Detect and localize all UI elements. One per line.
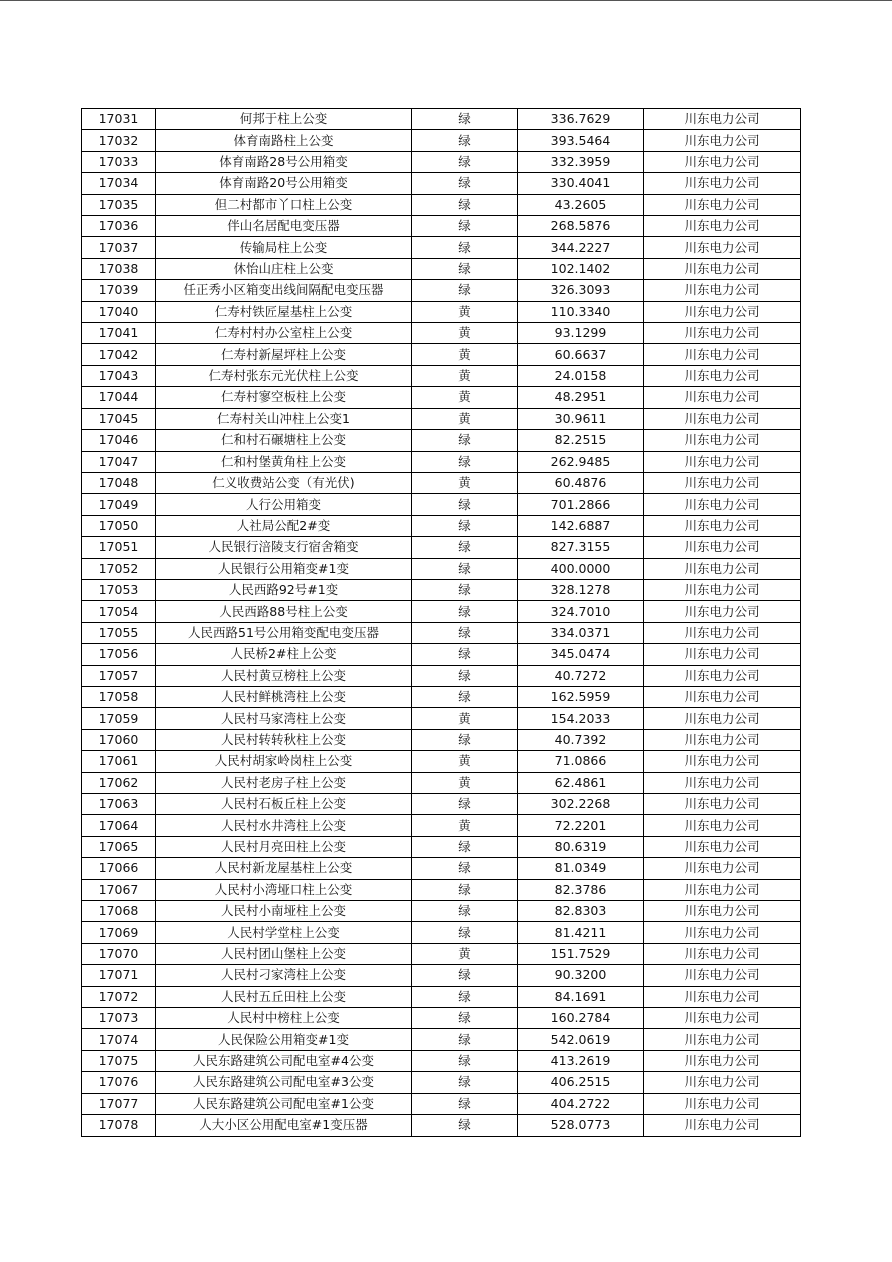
cell-status: 绿 xyxy=(412,151,518,172)
cell-value: 142.6887 xyxy=(518,515,644,536)
cell-value: 345.0474 xyxy=(518,644,644,665)
cell-status: 绿 xyxy=(412,430,518,451)
cell-value: 400.0000 xyxy=(518,558,644,579)
cell-value: 268.5876 xyxy=(518,216,644,237)
cell-status: 绿 xyxy=(412,1115,518,1136)
cell-name: 人民西路92号#1变 xyxy=(156,579,412,600)
table-row xyxy=(82,515,801,536)
cell-company: 川东电力公司 xyxy=(644,109,801,130)
cell-name: 人民村鲜桃湾柱上公变 xyxy=(156,686,412,707)
cell-status: 绿 xyxy=(412,836,518,857)
cell-status: 黄 xyxy=(412,943,518,964)
cell-company: 川东电力公司 xyxy=(644,237,801,258)
cell-id: 17032 xyxy=(82,130,156,151)
cell-company: 川东电力公司 xyxy=(644,1029,801,1050)
cell-name: 伴山名居配电变压器 xyxy=(156,216,412,237)
cell-id: 17068 xyxy=(82,901,156,922)
cell-status: 黄 xyxy=(412,408,518,429)
cell-id: 17046 xyxy=(82,430,156,451)
cell-company: 川东电力公司 xyxy=(644,751,801,772)
cell-name: 人民村新龙屋基柱上公变 xyxy=(156,858,412,879)
cell-value: 336.7629 xyxy=(518,109,644,130)
cell-name: 人民村水井湾柱上公变 xyxy=(156,815,412,836)
table-row xyxy=(82,173,801,194)
cell-name: 人民村小湾垭口柱上公变 xyxy=(156,879,412,900)
cell-company: 川东电力公司 xyxy=(644,686,801,707)
cell-company: 川东电力公司 xyxy=(644,879,801,900)
cell-company: 川东电力公司 xyxy=(644,772,801,793)
table-row xyxy=(82,815,801,836)
cell-id: 17070 xyxy=(82,943,156,964)
cell-id: 17041 xyxy=(82,323,156,344)
cell-name: 体育南路20号公用箱变 xyxy=(156,173,412,194)
cell-id: 17067 xyxy=(82,879,156,900)
table-row xyxy=(82,558,801,579)
cell-status: 绿 xyxy=(412,515,518,536)
cell-id: 17064 xyxy=(82,815,156,836)
cell-name: 人民西路88号柱上公变 xyxy=(156,601,412,622)
cell-name: 人民村石板丘柱上公变 xyxy=(156,794,412,815)
cell-status: 黄 xyxy=(412,365,518,386)
cell-value: 324.7010 xyxy=(518,601,644,622)
table-row xyxy=(82,601,801,622)
cell-status: 绿 xyxy=(412,558,518,579)
cell-company: 川东电力公司 xyxy=(644,665,801,686)
cell-company: 川东电力公司 xyxy=(644,387,801,408)
table-row xyxy=(82,216,801,237)
cell-value: 82.3786 xyxy=(518,879,644,900)
cell-name: 体育南路柱上公变 xyxy=(156,130,412,151)
cell-name: 体育南路28号公用箱变 xyxy=(156,151,412,172)
cell-name: 传输局柱上公变 xyxy=(156,237,412,258)
table-row xyxy=(82,365,801,386)
cell-id: 17069 xyxy=(82,922,156,943)
cell-name: 仁寿村铁匠屋基柱上公变 xyxy=(156,301,412,322)
cell-value: 30.9611 xyxy=(518,408,644,429)
table-row xyxy=(82,665,801,686)
table-row xyxy=(82,1093,801,1114)
data-table xyxy=(81,108,801,1137)
table-row xyxy=(82,472,801,493)
table-row xyxy=(82,451,801,472)
cell-company: 川东电力公司 xyxy=(644,365,801,386)
cell-id: 17050 xyxy=(82,515,156,536)
cell-company: 川东电力公司 xyxy=(644,579,801,600)
cell-value: 60.6637 xyxy=(518,344,644,365)
cell-name: 人行公用箱变 xyxy=(156,494,412,515)
cell-status: 黄 xyxy=(412,472,518,493)
cell-id: 17057 xyxy=(82,665,156,686)
table-body xyxy=(82,109,801,1137)
table-row xyxy=(82,922,801,943)
table-row xyxy=(82,708,801,729)
cell-status: 绿 xyxy=(412,686,518,707)
cell-id: 17049 xyxy=(82,494,156,515)
cell-status: 黄 xyxy=(412,708,518,729)
cell-name: 但二村都市丫口柱上公变 xyxy=(156,194,412,215)
cell-status: 黄 xyxy=(412,815,518,836)
cell-value: 60.4876 xyxy=(518,472,644,493)
cell-company: 川东电力公司 xyxy=(644,408,801,429)
cell-company: 川东电力公司 xyxy=(644,451,801,472)
cell-name: 休怡山庄柱上公变 xyxy=(156,258,412,279)
cell-name: 仁寿村张东元光伏柱上公变 xyxy=(156,365,412,386)
cell-status: 绿 xyxy=(412,665,518,686)
cell-status: 黄 xyxy=(412,323,518,344)
cell-name: 人民村小南垭柱上公变 xyxy=(156,901,412,922)
cell-id: 17045 xyxy=(82,408,156,429)
cell-name: 人民桥2#柱上公变 xyxy=(156,644,412,665)
table-row xyxy=(82,280,801,301)
cell-status: 绿 xyxy=(412,109,518,130)
cell-value: 528.0773 xyxy=(518,1115,644,1136)
table-row xyxy=(82,901,801,922)
cell-id: 17059 xyxy=(82,708,156,729)
cell-id: 17051 xyxy=(82,537,156,558)
cell-id: 17055 xyxy=(82,622,156,643)
cell-value: 40.7272 xyxy=(518,665,644,686)
cell-status: 绿 xyxy=(412,258,518,279)
cell-value: 82.8303 xyxy=(518,901,644,922)
cell-value: 43.2605 xyxy=(518,194,644,215)
cell-company: 川东电力公司 xyxy=(644,301,801,322)
cell-value: 154.2033 xyxy=(518,708,644,729)
cell-name: 仁寿村关山冲柱上公变1 xyxy=(156,408,412,429)
cell-id: 17042 xyxy=(82,344,156,365)
cell-id: 17076 xyxy=(82,1072,156,1093)
cell-company: 川东电力公司 xyxy=(644,216,801,237)
cell-company: 川东电力公司 xyxy=(644,708,801,729)
table-row xyxy=(82,836,801,857)
cell-value: 328.1278 xyxy=(518,579,644,600)
cell-value: 334.0371 xyxy=(518,622,644,643)
cell-status: 绿 xyxy=(412,922,518,943)
cell-value: 24.0158 xyxy=(518,365,644,386)
cell-name: 仁寿村村办公室柱上公变 xyxy=(156,323,412,344)
cell-name: 人民村中榜柱上公变 xyxy=(156,1008,412,1029)
table-row xyxy=(82,344,801,365)
cell-status: 黄 xyxy=(412,751,518,772)
table-row xyxy=(82,986,801,1007)
cell-name: 人社局公配2#变 xyxy=(156,515,412,536)
table-row xyxy=(82,965,801,986)
cell-status: 黄 xyxy=(412,387,518,408)
cell-value: 62.4861 xyxy=(518,772,644,793)
cell-id: 17074 xyxy=(82,1029,156,1050)
cell-company: 川东电力公司 xyxy=(644,130,801,151)
table-row xyxy=(82,858,801,879)
cell-name: 人民银行公用箱变#1变 xyxy=(156,558,412,579)
page-top-border xyxy=(0,0,892,1)
cell-company: 川东电力公司 xyxy=(644,430,801,451)
cell-status: 绿 xyxy=(412,494,518,515)
table-row xyxy=(82,194,801,215)
cell-id: 17060 xyxy=(82,729,156,750)
cell-id: 17038 xyxy=(82,258,156,279)
table-row xyxy=(82,1029,801,1050)
cell-id: 17037 xyxy=(82,237,156,258)
table-row xyxy=(82,1050,801,1071)
cell-id: 17065 xyxy=(82,836,156,857)
cell-company: 川东电力公司 xyxy=(644,858,801,879)
cell-value: 406.2515 xyxy=(518,1072,644,1093)
table-row xyxy=(82,943,801,964)
cell-id: 17035 xyxy=(82,194,156,215)
cell-company: 川东电力公司 xyxy=(644,494,801,515)
cell-id: 17072 xyxy=(82,986,156,1007)
cell-status: 绿 xyxy=(412,579,518,600)
cell-id: 17044 xyxy=(82,387,156,408)
cell-status: 绿 xyxy=(412,901,518,922)
cell-value: 80.6319 xyxy=(518,836,644,857)
cell-name: 仁寿村新屋坪柱上公变 xyxy=(156,344,412,365)
cell-name: 人民村刁家湾柱上公变 xyxy=(156,965,412,986)
cell-company: 川东电力公司 xyxy=(644,794,801,815)
cell-value: 302.2268 xyxy=(518,794,644,815)
table-row xyxy=(82,258,801,279)
cell-name: 仁和村石碾塘柱上公变 xyxy=(156,430,412,451)
cell-status: 绿 xyxy=(412,986,518,1007)
cell-id: 17054 xyxy=(82,601,156,622)
cell-status: 绿 xyxy=(412,194,518,215)
cell-status: 绿 xyxy=(412,537,518,558)
cell-company: 川东电力公司 xyxy=(644,901,801,922)
cell-company: 川东电力公司 xyxy=(644,323,801,344)
cell-value: 84.1691 xyxy=(518,986,644,1007)
table-row xyxy=(82,494,801,515)
cell-id: 17077 xyxy=(82,1093,156,1114)
cell-id: 17047 xyxy=(82,451,156,472)
table-row xyxy=(82,151,801,172)
table-row xyxy=(82,1115,801,1136)
cell-company: 川东电力公司 xyxy=(644,515,801,536)
cell-company: 川东电力公司 xyxy=(644,173,801,194)
cell-value: 393.5464 xyxy=(518,130,644,151)
cell-id: 17073 xyxy=(82,1008,156,1029)
cell-id: 17078 xyxy=(82,1115,156,1136)
cell-status: 绿 xyxy=(412,794,518,815)
table-row xyxy=(82,794,801,815)
cell-status: 绿 xyxy=(412,1029,518,1050)
cell-name: 人大小区公用配电室#1变压器 xyxy=(156,1115,412,1136)
table-row xyxy=(82,622,801,643)
cell-company: 川东电力公司 xyxy=(644,986,801,1007)
cell-name: 人民东路建筑公司配电室#4公变 xyxy=(156,1050,412,1071)
table-row xyxy=(82,729,801,750)
cell-name: 人民保险公用箱变#1变 xyxy=(156,1029,412,1050)
cell-status: 绿 xyxy=(412,644,518,665)
cell-company: 川东电力公司 xyxy=(644,922,801,943)
cell-company: 川东电力公司 xyxy=(644,1050,801,1071)
cell-value: 404.2722 xyxy=(518,1093,644,1114)
cell-name: 人民村老房子柱上公变 xyxy=(156,772,412,793)
cell-status: 绿 xyxy=(412,237,518,258)
cell-name: 人民村胡家岭岗柱上公变 xyxy=(156,751,412,772)
cell-status: 绿 xyxy=(412,280,518,301)
cell-name: 人民村五丘田柱上公变 xyxy=(156,986,412,1007)
cell-value: 81.0349 xyxy=(518,858,644,879)
cell-value: 542.0619 xyxy=(518,1029,644,1050)
table-row xyxy=(82,686,801,707)
table-row xyxy=(82,237,801,258)
cell-value: 162.5959 xyxy=(518,686,644,707)
cell-status: 绿 xyxy=(412,858,518,879)
cell-company: 川东电力公司 xyxy=(644,1008,801,1029)
cell-id: 17063 xyxy=(82,794,156,815)
cell-company: 川东电力公司 xyxy=(644,836,801,857)
table-row xyxy=(82,109,801,130)
cell-value: 110.3340 xyxy=(518,301,644,322)
cell-name: 人民村转转秋柱上公变 xyxy=(156,729,412,750)
table-row xyxy=(82,1072,801,1093)
cell-value: 93.1299 xyxy=(518,323,644,344)
cell-id: 17039 xyxy=(82,280,156,301)
cell-id: 17033 xyxy=(82,151,156,172)
cell-value: 701.2866 xyxy=(518,494,644,515)
cell-value: 90.3200 xyxy=(518,965,644,986)
cell-status: 绿 xyxy=(412,1008,518,1029)
cell-name: 仁寿村寥空板柱上公变 xyxy=(156,387,412,408)
cell-value: 82.2515 xyxy=(518,430,644,451)
cell-status: 黄 xyxy=(412,344,518,365)
cell-status: 绿 xyxy=(412,173,518,194)
cell-id: 17058 xyxy=(82,686,156,707)
cell-name: 仁和村堡黄角柱上公变 xyxy=(156,451,412,472)
table-row xyxy=(82,387,801,408)
cell-name: 任正秀小区箱变出线间隔配电变压器 xyxy=(156,280,412,301)
table-row xyxy=(82,537,801,558)
cell-name: 人民西路51号公用箱变配电变压器 xyxy=(156,622,412,643)
cell-value: 262.9485 xyxy=(518,451,644,472)
cell-value: 102.1402 xyxy=(518,258,644,279)
cell-company: 川东电力公司 xyxy=(644,644,801,665)
cell-company: 川东电力公司 xyxy=(644,151,801,172)
cell-status: 绿 xyxy=(412,130,518,151)
cell-id: 17034 xyxy=(82,173,156,194)
cell-company: 川东电力公司 xyxy=(644,194,801,215)
cell-id: 17062 xyxy=(82,772,156,793)
table-row xyxy=(82,408,801,429)
cell-status: 绿 xyxy=(412,729,518,750)
cell-id: 17066 xyxy=(82,858,156,879)
table-row xyxy=(82,323,801,344)
table-row xyxy=(82,579,801,600)
table-row xyxy=(82,751,801,772)
cell-name: 人民银行涪陵支行宿舍箱变 xyxy=(156,537,412,558)
cell-value: 40.7392 xyxy=(518,729,644,750)
cell-status: 绿 xyxy=(412,1093,518,1114)
cell-value: 827.3155 xyxy=(518,537,644,558)
cell-company: 川东电力公司 xyxy=(644,1093,801,1114)
cell-company: 川东电力公司 xyxy=(644,729,801,750)
cell-name: 人民村马家湾柱上公变 xyxy=(156,708,412,729)
cell-value: 332.3959 xyxy=(518,151,644,172)
cell-status: 黄 xyxy=(412,772,518,793)
cell-status: 绿 xyxy=(412,1072,518,1093)
cell-id: 17036 xyxy=(82,216,156,237)
cell-name: 何邦于柱上公变 xyxy=(156,109,412,130)
cell-id: 17043 xyxy=(82,365,156,386)
cell-company: 川东电力公司 xyxy=(644,1072,801,1093)
cell-value: 72.2201 xyxy=(518,815,644,836)
cell-id: 17052 xyxy=(82,558,156,579)
cell-id: 17048 xyxy=(82,472,156,493)
cell-id: 17075 xyxy=(82,1050,156,1071)
cell-name: 人民村月亮田柱上公变 xyxy=(156,836,412,857)
cell-value: 81.4211 xyxy=(518,922,644,943)
cell-company: 川东电力公司 xyxy=(644,558,801,579)
cell-company: 川东电力公司 xyxy=(644,472,801,493)
cell-status: 绿 xyxy=(412,879,518,900)
cell-name: 人民东路建筑公司配电室#1公变 xyxy=(156,1093,412,1114)
cell-value: 344.2227 xyxy=(518,237,644,258)
cell-id: 17056 xyxy=(82,644,156,665)
table-row xyxy=(82,879,801,900)
cell-status: 绿 xyxy=(412,965,518,986)
cell-id: 17071 xyxy=(82,965,156,986)
table-row xyxy=(82,1008,801,1029)
cell-id: 17040 xyxy=(82,301,156,322)
cell-value: 413.2619 xyxy=(518,1050,644,1071)
cell-company: 川东电力公司 xyxy=(644,1115,801,1136)
table-row xyxy=(82,301,801,322)
cell-company: 川东电力公司 xyxy=(644,622,801,643)
table-row xyxy=(82,644,801,665)
table-row xyxy=(82,130,801,151)
cell-value: 71.0866 xyxy=(518,751,644,772)
cell-value: 151.7529 xyxy=(518,943,644,964)
cell-company: 川东电力公司 xyxy=(644,601,801,622)
cell-value: 330.4041 xyxy=(518,173,644,194)
cell-value: 160.2784 xyxy=(518,1008,644,1029)
cell-status: 绿 xyxy=(412,622,518,643)
cell-status: 绿 xyxy=(412,1050,518,1071)
table-row xyxy=(82,772,801,793)
cell-status: 黄 xyxy=(412,301,518,322)
cell-company: 川东电力公司 xyxy=(644,815,801,836)
cell-name: 人民东路建筑公司配电室#3公变 xyxy=(156,1072,412,1093)
cell-value: 48.2951 xyxy=(518,387,644,408)
cell-value: 326.3093 xyxy=(518,280,644,301)
cell-id: 17061 xyxy=(82,751,156,772)
cell-name: 人民村黄豆榜柱上公变 xyxy=(156,665,412,686)
cell-company: 川东电力公司 xyxy=(644,537,801,558)
cell-id: 17053 xyxy=(82,579,156,600)
cell-status: 绿 xyxy=(412,451,518,472)
cell-status: 绿 xyxy=(412,601,518,622)
cell-name: 人民村学堂柱上公变 xyxy=(156,922,412,943)
table-row xyxy=(82,430,801,451)
cell-name: 仁义收费站公变（有光伏) xyxy=(156,472,412,493)
cell-name: 人民村团山堡柱上公变 xyxy=(156,943,412,964)
cell-id: 17031 xyxy=(82,109,156,130)
cell-company: 川东电力公司 xyxy=(644,280,801,301)
cell-company: 川东电力公司 xyxy=(644,943,801,964)
cell-company: 川东电力公司 xyxy=(644,258,801,279)
cell-company: 川东电力公司 xyxy=(644,344,801,365)
cell-company: 川东电力公司 xyxy=(644,965,801,986)
cell-status: 绿 xyxy=(412,216,518,237)
